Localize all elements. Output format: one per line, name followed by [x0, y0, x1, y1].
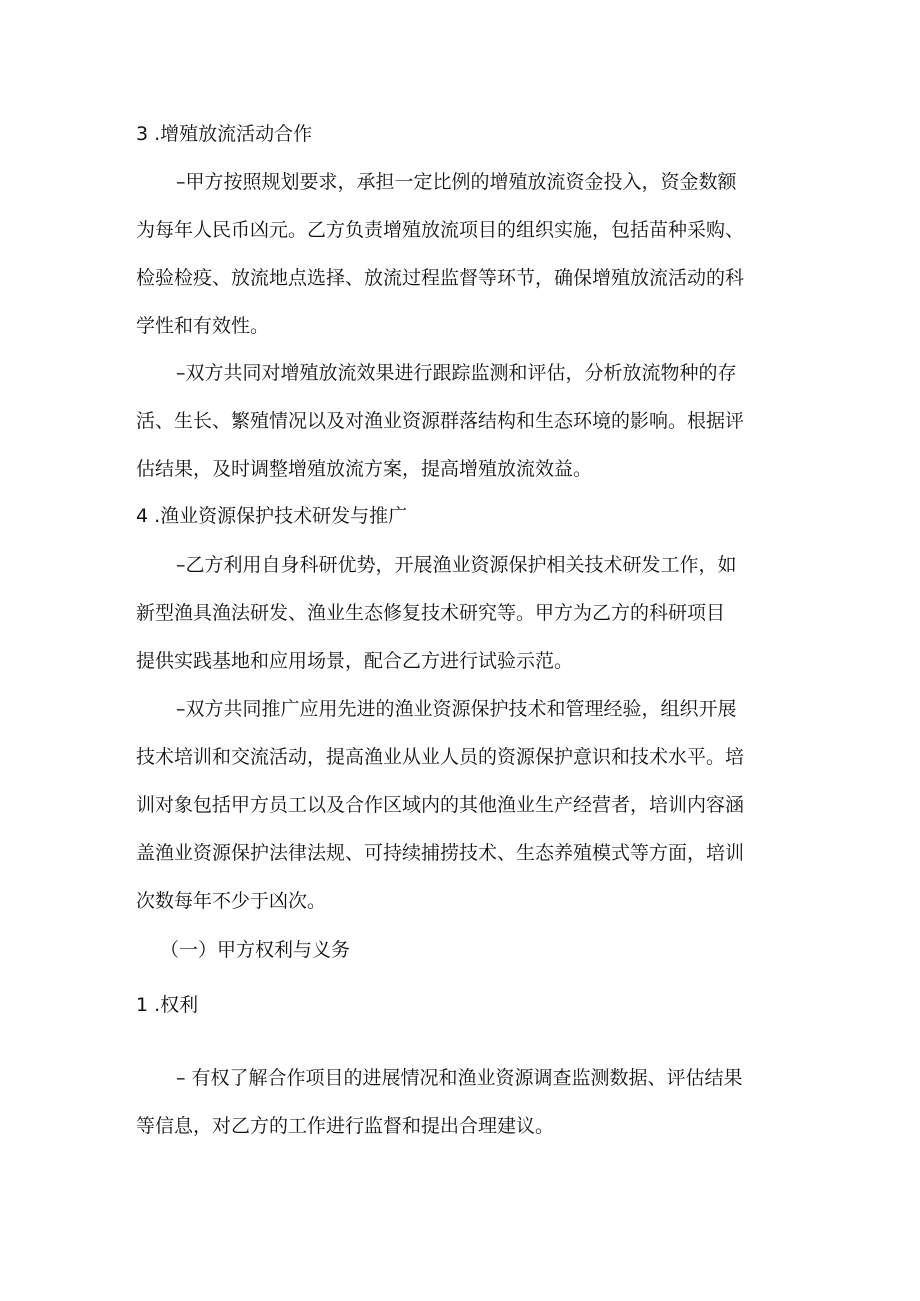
text-line: 技术培训和交流活动，提高渔业从业人员的资源保护意识和技术水平。培	[136, 746, 745, 768]
subsection-heading-rights: 1 .权利	[136, 994, 199, 1016]
text-line: –甲方按照规划要求，承担一定比例的增殖放流资金投入，资金数额	[176, 171, 737, 193]
paragraph-rights-1	[136, 1066, 796, 1162]
text-line: 学性和有效性。	[136, 315, 270, 337]
part-heading-party-a: （一）甲方权利与义务	[160, 939, 351, 961]
text-line: 等信息，对乙方的工作进行监督和提出合理建议。	[136, 1115, 555, 1137]
text-line: –双方共同推广应用先进的渔业资源保护技术和管理经验，组织开展	[176, 698, 737, 720]
text-line: 活、生长、繁殖情况以及对渔业资源群落结构和生态环境的影响。根据评	[136, 410, 745, 432]
text-line: 估结果，及时调整增殖放流方案，提高增殖放流效益。	[136, 458, 593, 480]
section-heading-4: 4 .渔业资源保护技术研发与推广	[136, 505, 408, 527]
paragraph-4-2	[136, 697, 796, 937]
text-line: 检验检疫、放流地点选择、放流过程监督等环节，确保增殖放流活动的科	[136, 267, 745, 289]
paragraph-3-1	[136, 170, 796, 362]
text-line: –乙方利用自身科研优势，开展渔业资源保护相关技术研发工作，如	[176, 554, 737, 576]
paragraph-3-2	[136, 361, 796, 505]
text-line: 新型渔具渔法研发、渔业生态修复技术研究等。甲方为乙方的科研项目	[136, 602, 726, 624]
text-line: 盖渔业资源保护法律法规、可持续捕捞技术、生态养殖模式等方面，培训	[136, 842, 745, 864]
paragraph-4-1	[136, 553, 796, 697]
text-line: 为每年人民币凶元。乙方负责增殖放流项目的组织实施，包括苗种采购、	[136, 219, 745, 241]
text-line: 训对象包括甲方员工以及合作区域内的其他渔业生产经营者，培训内容涵	[136, 794, 745, 816]
text-line: 次数每年不少于凶次。	[136, 890, 327, 912]
section-heading-3: 3 .增殖放流活动合作	[136, 123, 313, 145]
text-line: 提供实践基地和应用场景，配合乙方进行试验示范。	[136, 650, 574, 672]
text-line: – 有权了解合作项目的进展情况和渔业资源调查监测数据、评估结果	[176, 1067, 743, 1089]
text-line: –双方共同对增殖放流效果进行跟踪监测和评估，分析放流物种的存	[176, 362, 737, 384]
